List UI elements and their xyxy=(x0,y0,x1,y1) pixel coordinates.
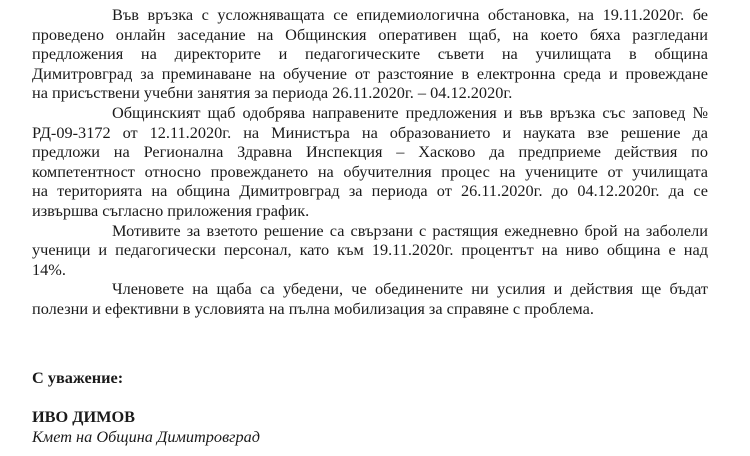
text-line: Във връзка с усложняващата се епидемиологична обстановка, на 19.11.2020г. бе xyxy=(112,5,708,24)
paragraph-3 xyxy=(32,221,708,280)
text-line: Членовете на щаба са убедени, че обединените ни усилия и действия ще бъдат xyxy=(112,279,708,299)
paragraph-2 xyxy=(32,103,708,221)
closing-salutation: С уважение: xyxy=(32,368,124,387)
text-line: предложи на Регионална Здравна Инспекция – Хасково да предприеме действия по xyxy=(32,142,708,162)
signer-name: ИВО ДИМОВ xyxy=(32,407,136,426)
text-line: Димитровград за преминаване на обучение от разстояние в електронна среда и провеждане xyxy=(32,63,708,83)
text-line: ученици и педагогически персонал, като към 19.11.2020г. процентът на ниво община е над xyxy=(32,240,708,260)
text-line: проведено онлайн заседание на Общинския оперативен щаб, на което бяха разгледани xyxy=(32,24,708,44)
text-line: предложения на директорите и педагогическите съвети на училищата в община xyxy=(32,44,708,64)
text-line: компетентност относно провеждането на обучителния процес на учениците от училищата xyxy=(32,161,708,181)
text-line: извършва съгласно приложения график. xyxy=(32,200,310,220)
signer-title: Кмет на Община Димитровград xyxy=(32,427,261,446)
text-line: 14%. xyxy=(32,259,66,279)
paragraph-4 xyxy=(32,279,708,318)
text-line: полезни и ефективни в условията на пълна мобилизация за справяне с проблема. xyxy=(32,298,594,318)
text-line: на присъствени учебни занятия за периода 26.11.2020г. – 04.12.2020г. xyxy=(32,83,513,103)
paragraph-1 xyxy=(32,5,708,103)
text-line: на територията на община Димитровград за периода от 26.11.2020г. до 04.12.2020г. да се xyxy=(32,181,708,201)
text-line: Мотивите за взетото решение са свързани с растящия ежедневно брой на заболели xyxy=(112,220,708,240)
text-line: Общинският щаб одобрява направените предложения и във връзка със заповед № xyxy=(112,102,708,122)
text-line: РД-09-3172 от 12.11.2020г. на Министъра на образованието и науката взе решение да xyxy=(32,122,708,142)
letter-body xyxy=(32,5,708,319)
